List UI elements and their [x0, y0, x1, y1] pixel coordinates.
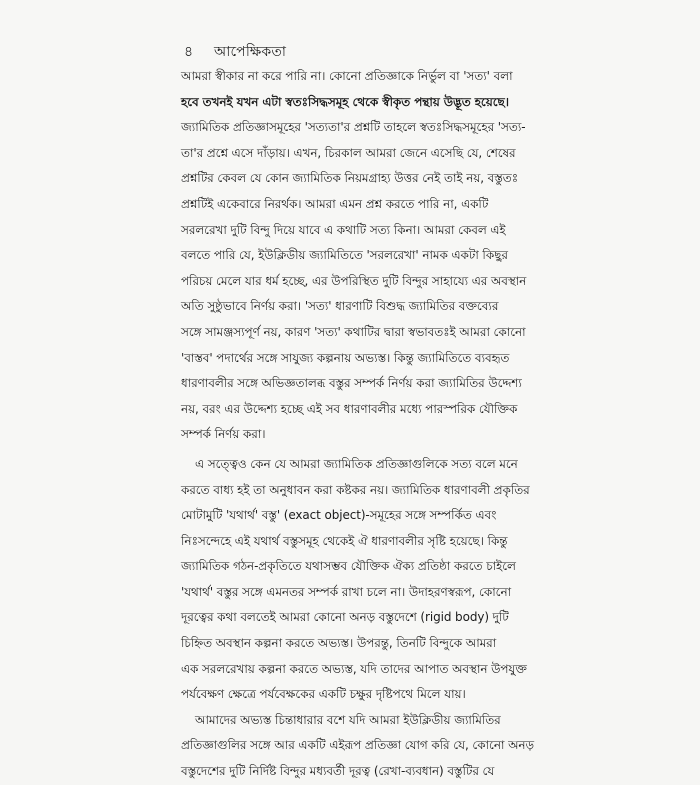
text-line: এক সরলরেখায় কল্পনা করতে অভ্যস্ত, যদি তাদের আপাত অবস্থান উপযুক্ত [181, 661, 527, 676]
text-line: সম্পর্ক নির্ণয় করা। [181, 427, 266, 442]
text-line: দূরত্বের কথা বলতেই আমরা কোনো অনড় বস্তুদেশে (rigid body) দুটি [181, 610, 509, 625]
text-line: নয়, বরং এর উদ্দেশ্য হচ্ছে এই সব ধারণাবলীর মধ্যে পারস্পরিক যৌক্তিক [181, 401, 518, 416]
text-line: অতি সুষ্ঠুভাবে নির্ণয় করা। 'সত্য' ধারণাটি বিশুদ্ধ জ্যামিতির বক্তব্যের [181, 299, 499, 314]
text-line: তা'র প্রশ্নে এসে দাঁড়ায়। এখন, চিরকাল আমরা জেনে এসেছি যে, শেষের [181, 145, 516, 160]
text-line: জ্যামিতিক প্রতিজ্ঞাসমূহের 'সত্যতা'র প্রশ্নটি তাহলে স্বতঃসিদ্ধসমূহের 'সত্য- [181, 120, 526, 135]
text-line: মোটামুটি 'যথার্থ' বস্তু' (exact object)-সমূহের সঙ্গে সম্পর্কিত এবং [181, 508, 497, 523]
text-line: সঙ্গে সামঞ্জস্যপূর্ণ নয়, কারণ 'সত্য' কথাটির দ্বারা স্বভাবতঃই আমরা কোনো [181, 324, 526, 339]
text-line: প্রশ্নটিই একেবারে নিরর্থক। আমরা এমন প্রশ্ন করতে পারি না, একটি [181, 196, 489, 211]
paragraph-start-line: আমাদের অভ্যস্ত চিন্তাধারার বশে যদি আমরা ইউক্লিডীয় জ্যামিতির [195, 712, 501, 727]
text-line: সরলরেখা দুটি বিন্দু দিয়ে যাবে এ কথাটি সত্য কিনা। আমরা কেবল এই [181, 222, 506, 237]
text-line: ধারণাবলীর সঙ্গে অভিজ্ঞতালব্ধ বস্তুর সম্পর্ক নির্ণয় করা জ্যামিতির উদ্দেশ্য [181, 376, 522, 391]
text-line: জ্যামিতিক গঠন-প্রকৃতিতে যথাসম্ভব যৌক্তিক ঐক্য প্রতিষ্ঠা করতে চাইলে [181, 559, 516, 574]
text-line: প্রশ্নটির কেবল যে কোন জ্যামিতিক নিয়মগ্রাহ্য উত্তর নেই তাই নয়, বস্তুতঃ [181, 171, 519, 186]
text-line: করতে বাধ্য হই তা অনুধাবন করা কষ্টকর নয়। জ্যামিতিক ধারণাবলী প্রকৃতির [181, 482, 530, 497]
page-number: ৪ [184, 44, 194, 60]
text-line: পরিচয় মেলে যার ধর্ম হচ্ছে, এর উপরিস্থিত দুটি বিন্দুর সাহায্যে এর অবস্থান [181, 273, 527, 288]
text-line: বস্তুদেশের দুটি নির্দিষ্ট বিন্দুর মধ্যবর্তী দূরত্ব (রেখা-ব্যবধান) বস্তুটির যে [181, 764, 495, 779]
body-text [181, 64, 553, 785]
text-line: 'বাস্তব' পদার্থের সঙ্গে সাযুজ্য কল্পনায় অভ্যস্ত। কিন্তু জ্যামিতিতে ব্যবহৃত [181, 350, 510, 365]
text-line: বলতে পারি যে, ইউক্লিডীয় জ্যামিতিতে 'সরলরেখা' নামক একটা কিছুর [181, 248, 508, 263]
text-line: আমরা স্বীকার না করে পারি না। কোনো প্রতিজ্ঞাকে নির্ভুল বা 'সত্য' বলা [181, 69, 513, 83]
text-line: প্রতিজ্ঞাগুলির সঙ্গে আর একটি এইরূপ প্রতিজ্ঞা যোগ করি যে, কোনো অনড় [181, 738, 534, 753]
text-line: চিহ্নিত অবস্থান কল্পনা করতে অভ্যস্ত। উপরন্তু, তিনটি বিন্দুকে আমরা [181, 636, 497, 651]
running-title: আপেক্ষিকতা [214, 44, 287, 60]
paragraph-start-line: এ সত্ত্বেও কেন যে আমরা জ্যামিতিক প্রতিজ্ঞাগুলিকে সত্য বলে মনে [195, 456, 518, 471]
page-header [184, 40, 286, 64]
text-line: পর্যবেক্ষণ ক্ষেত্রে পর্যবেক্ষকের একটি চক্ষুর দৃষ্টিপথে মিলে যায়। [181, 687, 466, 702]
text-line: হবে তখনই যখন এটা স্বতঃসিদ্ধসমূহ থেকে স্বীকৃত পন্থায় উদ্ভূত হয়েছে। [181, 94, 509, 109]
text-line: নিঃসন্দেহে এই যথার্থ বস্তুসমূহ থেকেই ঐ ধারণাবলীর সৃষ্টি হয়েছে। কিন্তু [181, 533, 508, 548]
text-line: 'যথার্থ' বস্তুর সঙ্গে এমনতর সম্পর্ক রাখা চলে না। উদাহরণস্বরূপ, কোনো [181, 584, 511, 599]
